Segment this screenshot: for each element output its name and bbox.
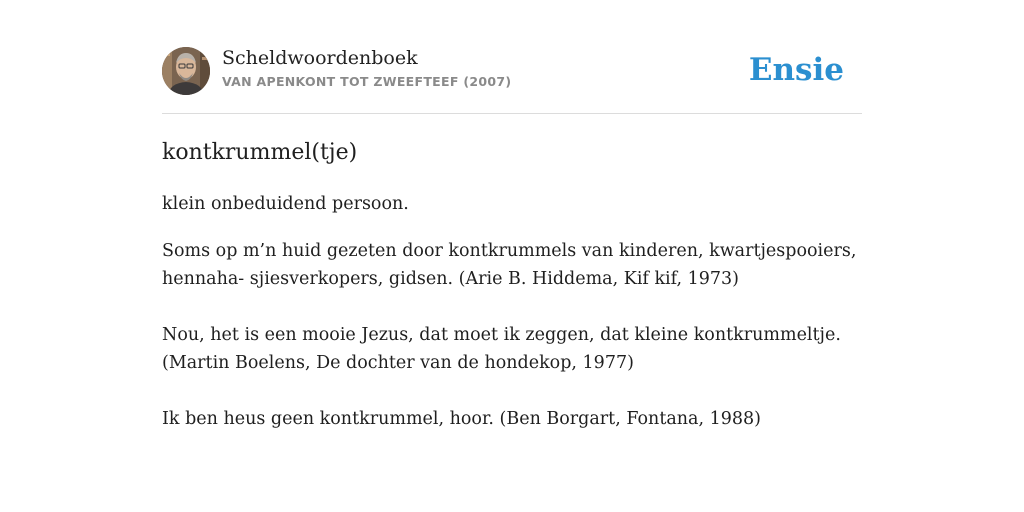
headword: kontkrummel(tje): [162, 140, 358, 165]
examples-list: [162, 237, 862, 461]
example-line: Nou, het is een mooie Jezus, dat moet ik zeggen, dat kleine kontkrummeltje.: [162, 325, 841, 345]
example-quote: [162, 321, 862, 377]
source-title[interactable]: Scheldwoordenboek: [222, 47, 418, 69]
definition: klein onbeduidend persoon.: [162, 194, 409, 214]
entry-page: [162, 0, 862, 512]
example-quote: [162, 237, 862, 293]
author-avatar[interactable]: [162, 47, 210, 95]
source-header: [162, 46, 862, 96]
example-line: hennaha- sjiesverkopers, gidsen. (Arie B. Hiddema, Kif kif, 1973): [162, 269, 739, 289]
example-quote: [162, 405, 862, 433]
example-line: (Martin Boelens, De dochter van de hondekop, 1977): [162, 353, 634, 373]
example-line: Soms op m’n huid gezeten door kontkrummels van kinderen, kwartjespooiers,: [162, 241, 857, 261]
author-portrait-icon: [162, 47, 210, 95]
example-line: Ik ben heus geen kontkrummel, hoor. (Ben Borgart, Fontana, 1988): [162, 409, 761, 429]
ensie-logo[interactable]: Ensie: [748, 52, 844, 88]
source-subtitle: VAN APENKONT TOT ZWEEFTEEF (2007): [222, 74, 512, 89]
header-divider: [162, 113, 862, 114]
